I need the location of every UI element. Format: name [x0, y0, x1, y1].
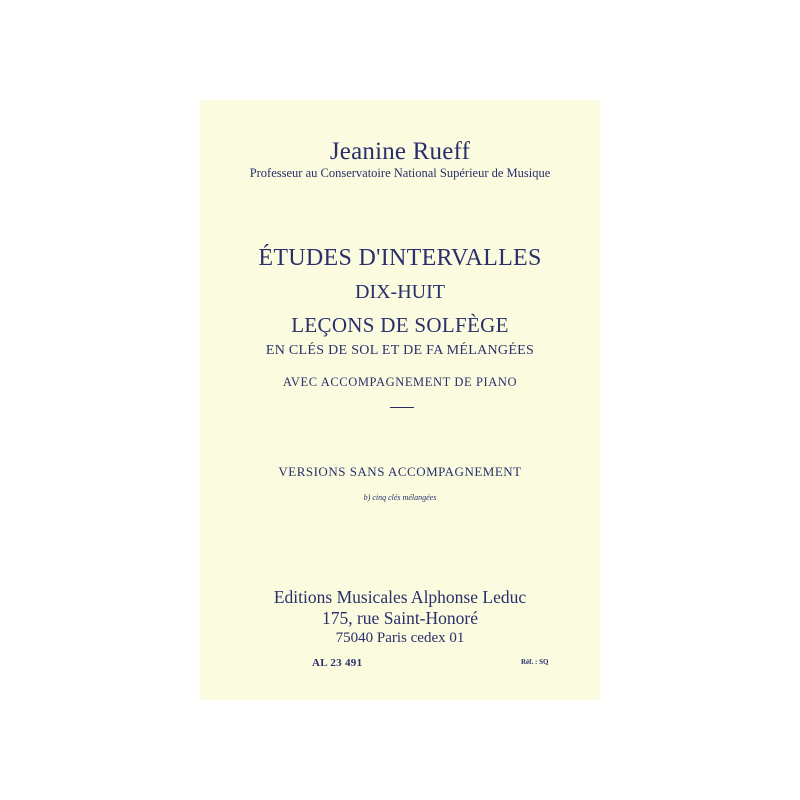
separator-rule [390, 407, 414, 408]
author-position: Professeur au Conservatoire National Supérieur de Musique [249, 166, 551, 180]
title-line-4: EN CLÉS DE SOL ET DE FA MÉLANGÉES [265, 343, 535, 358]
catalog-number: AL 23 491 [312, 657, 363, 669]
versions-subtitle: b) cinq clés mélangées [363, 493, 437, 502]
versions-heading: VERSIONS SANS ACCOMPAGNEMENT [278, 464, 522, 479]
title-line-5: AVEC ACCOMPAGNEMENT DE PIANO [282, 375, 518, 389]
publisher-name: Editions Musicales Alphonse Leduc [273, 587, 527, 607]
publisher-street: 175, rue Saint-Honoré [321, 608, 478, 628]
title-line-3: LEÇONS DE SOLFÈGE [291, 313, 509, 337]
publisher-city: 75040 Paris cedex 01 [335, 630, 465, 646]
score-cover [200, 100, 600, 700]
reference-code: Réf. : SQ [521, 658, 549, 666]
title-line-2: DIX-HUIT [355, 281, 445, 303]
title-line-1: ÉTUDES D'INTERVALLES [258, 245, 542, 271]
author-name: Jeanine Rueff [329, 138, 471, 165]
